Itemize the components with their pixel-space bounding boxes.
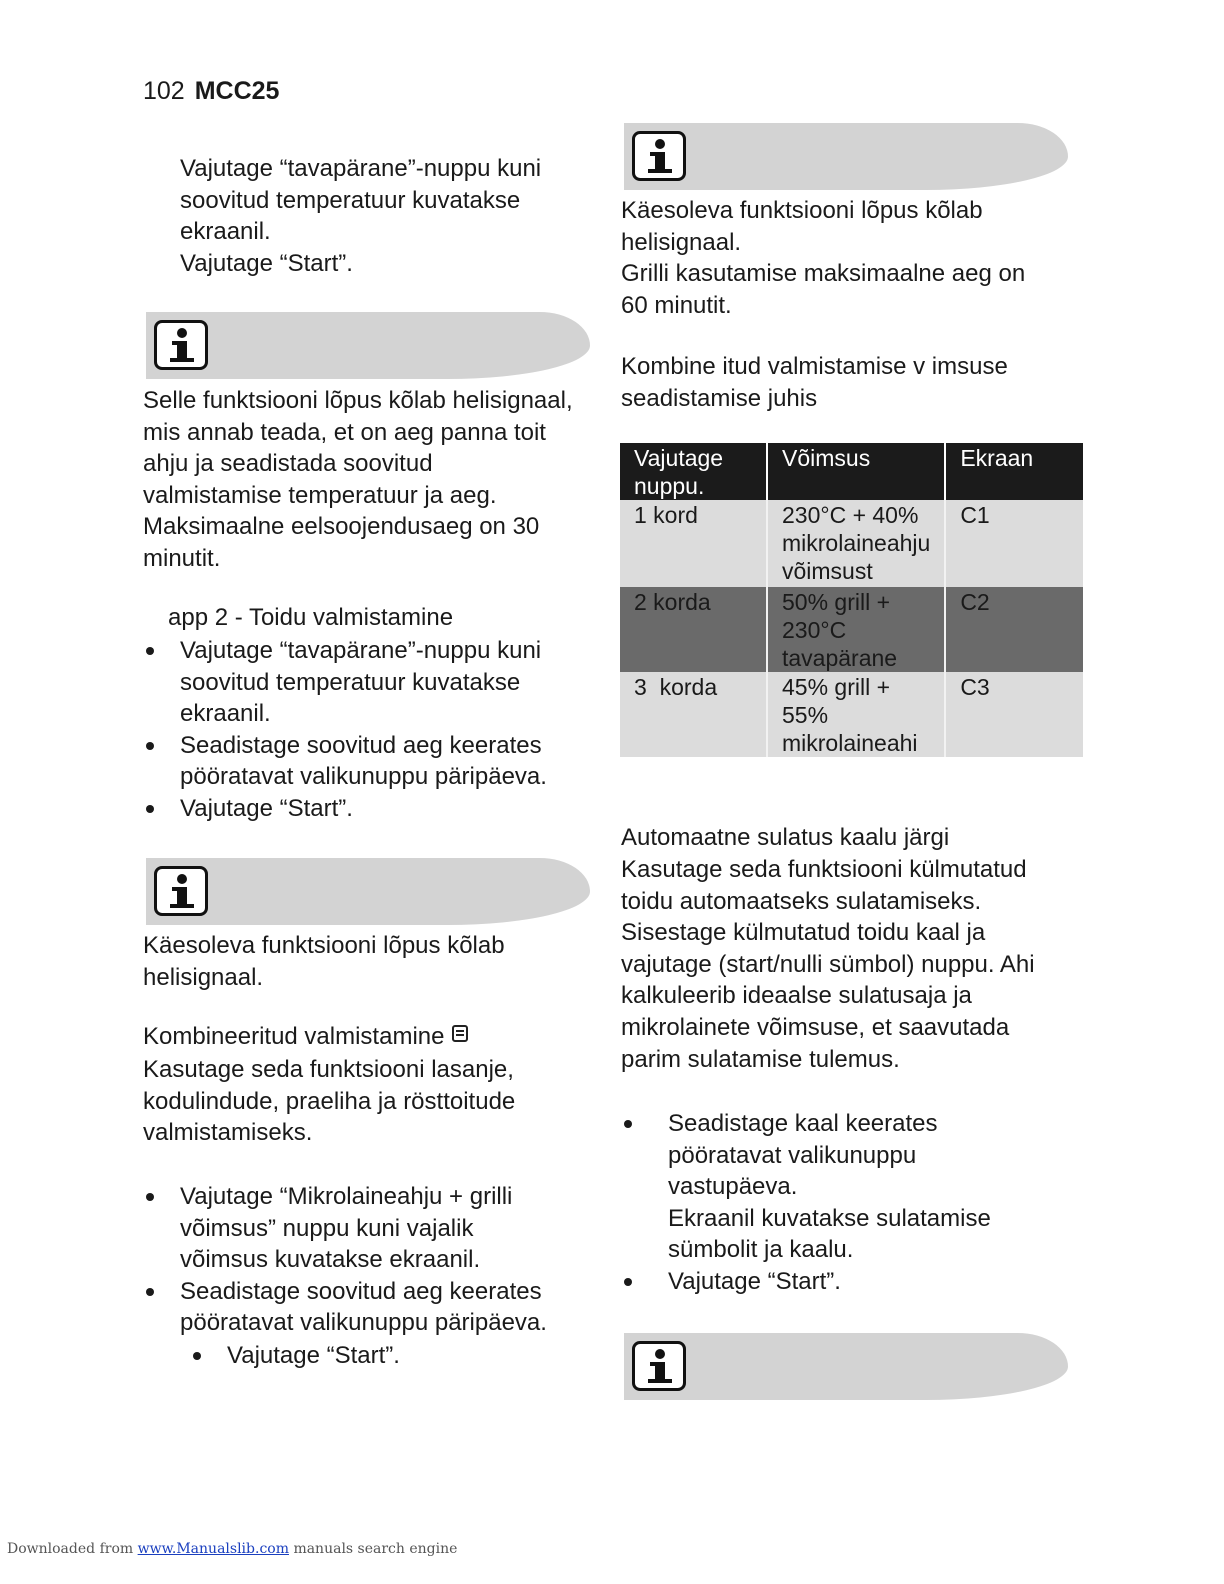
defrost-list: [621, 1108, 1071, 1298]
list-item: Vajutage “Start”.: [143, 793, 583, 825]
info-banner-3: [624, 123, 1068, 190]
info-3-text: Käesoleva funktsiooni lõpus kõlab helisignaal. Grilli kasutamise maksimaalne aeg on 60 minutit.: [621, 197, 1026, 319]
step-2-heading: app 2 - Toidu valmistamine: [168, 604, 454, 631]
footer-suffix: manuals search engine: [293, 1541, 458, 1557]
list-item: Seadistage kaal keerates pööratavat valikunuppu vastupäeva. Ekraanil kuvatakse sulatamise sümbolit ja kaalu.: [621, 1108, 1071, 1266]
table-cell: C3: [945, 672, 1083, 757]
info-icon: [154, 866, 208, 916]
info-1-text: Selle funktsiooni lõpus kõlab helisignaal, mis annab teada, et on aeg panna toit ahju ja seadistada soovitud valmistamise temperatuur ja aeg. Maksimaalne eelsoojendusaeg on 30 minutit.: [143, 387, 573, 572]
footer-prefix: Downloaded from: [7, 1541, 134, 1557]
info-2-text: Käesoleva funktsiooni lõpus kõlab helisignaal.: [143, 932, 505, 991]
table-cell: C1: [945, 500, 1083, 587]
header-cell-power: Võimsus: [767, 443, 945, 500]
table-row: [620, 672, 1083, 757]
combi-list: [143, 1181, 583, 1339]
info-banner-1: [146, 312, 590, 379]
header-cell-display: Ekraan: [945, 443, 1083, 500]
power-settings-table: [620, 443, 1083, 757]
table-cell: C2: [945, 587, 1083, 672]
combi-intro: Kasutage seda funktsiooni lasanje, kodulindude, praeliha ja rösttoitude valmistamiseks.: [143, 1056, 516, 1147]
list-item: Vajutage “Mikrolaineahju + grilli võimsus” nuppu kuni vajalik võimsus kuvatakse ekraanil.: [143, 1181, 583, 1276]
table-cell: 45% grill + 55% mikrolaineahi: [767, 672, 945, 757]
defrost-text: Kasutage seda funktsiooni külmutatud toidu automaatseks sulatamiseks. Sisestage külmutatud toidu kaal ja vajutage (start/nulli sümbol) nuppu. Ahi kalkuleerib ideaalse sulatusaja ja mikrolainete võimsuse, et saavutada parim sulatamise tulemus.: [621, 856, 1035, 1073]
page-header: [143, 75, 279, 107]
table-row: [620, 500, 1083, 587]
list-item: Seadistage soovitud aeg keerates pööratavat valikunuppu päripäeva.: [143, 730, 583, 793]
table-heading: Kombine itud valmistamise v imsuse seadistamise juhis: [621, 353, 1008, 412]
table-cell: 230°C + 40% mikrolaineahju võimsust: [767, 500, 945, 587]
combi-heading: Kombineeritud valmistamine: [143, 1023, 445, 1050]
combi-cooking-icon: [452, 1025, 468, 1042]
info-banner-4: [624, 1333, 1068, 1400]
intro-text: Vajutage “tavapärane”-nuppu kuni soovitud temperatuur kuvatakse ekraanil. Vajutage “Start”.: [180, 155, 542, 277]
table-cell: 2 korda: [620, 587, 767, 672]
table-cell: 50% grill + 230°C tavapärane: [767, 587, 945, 672]
list-item: Vajutage “tavapärane”-nuppu kuni soovitud temperatuur kuvatakse ekraanil.: [143, 635, 583, 730]
step-2-list: [143, 635, 583, 825]
table-cell: 3 korda: [620, 672, 767, 757]
info-icon: [154, 320, 208, 370]
combi-list-sub: [190, 1340, 590, 1372]
manualslib-link[interactable]: www.Manualslib.com: [137, 1541, 289, 1557]
table-header-row: [620, 443, 1083, 500]
info-banner-2: [146, 858, 590, 925]
model-name: MCC25: [194, 77, 280, 105]
table-cell: 1 kord: [620, 500, 767, 587]
combi-heading-line: [143, 1021, 468, 1053]
info-icon: [632, 1341, 686, 1391]
list-item: Seadistage soovitud aeg keerates pööratavat valikunuppu päripäeva.: [143, 1276, 583, 1339]
defrost-heading: Automaatne sulatus kaalu järgi: [621, 824, 950, 851]
table-row: [620, 587, 1083, 672]
download-footer: [7, 1541, 457, 1557]
info-icon: [632, 131, 686, 181]
list-item: Vajutage “Start”.: [190, 1340, 590, 1372]
page-number: 102: [143, 77, 185, 105]
header-cell-press: Vajutage nuppu.: [620, 443, 767, 500]
list-item: Vajutage “Start”.: [621, 1266, 1071, 1298]
